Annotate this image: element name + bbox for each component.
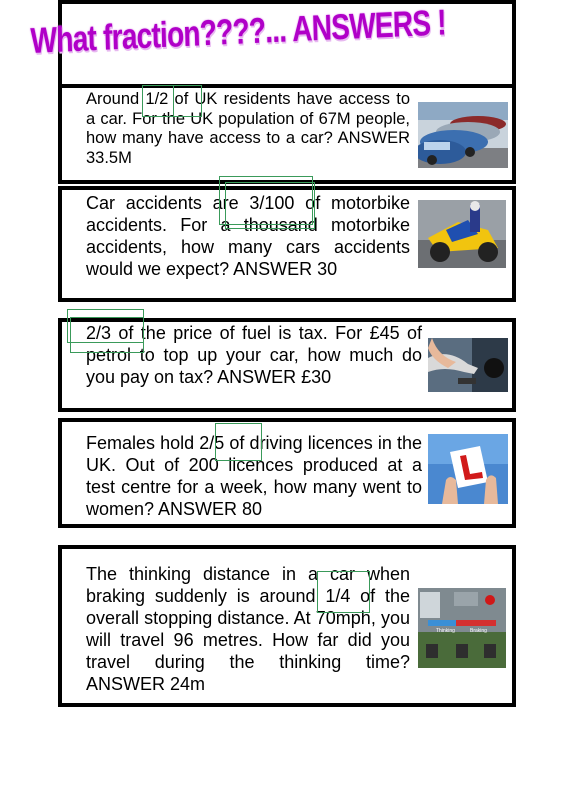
question-text-2: Car accidents are 3/100 of motorbike accidents. For a thousand motorbike accidents, how many cars accidents would we expect? ANSWER 30 <box>86 193 410 279</box>
question-text-4: Females hold 2/5 of driving licences in the UK. Out of 200 licences produced at a test centre for a week, how many went to women? ANSWER 80 <box>86 433 422 519</box>
question-text-5: The thinking distance in a car when braking suddenly is around 1/4 of the overall stopping distance. At 70mph, you will travel 96 metres. How far did you travel during the thinking time? ANSWER 24m <box>86 564 410 694</box>
parked-cars-image <box>418 102 508 168</box>
diagram-label-thinking: Thinking <box>436 628 455 634</box>
stopping-distance-diagram-image <box>418 588 506 668</box>
fraction-highlight-2b <box>225 182 315 229</box>
diagram-label-braking: Braking <box>470 628 487 634</box>
fraction-highlight-5 <box>317 571 370 613</box>
fraction-highlight-4 <box>215 423 262 461</box>
fraction-highlight-3b <box>70 317 144 353</box>
page-title: What fraction????... ANSWERS ! <box>30 1 447 61</box>
question-text-3: 2/3 of the price of fuel is tax. For £45 of petrol to top up your car, how much do you pay on tax? ANSWER £30 <box>86 323 422 387</box>
fuel-pump-image <box>428 338 508 392</box>
fraction-highlight-1b <box>142 85 174 117</box>
question-text-1: Around 1/2 of UK residents have access to a car. For the UK population of 67M people, how many have access to a car? ANSWER 33.5M <box>86 90 410 167</box>
motorbike-image <box>418 200 506 268</box>
learner-plate-image <box>428 434 508 504</box>
